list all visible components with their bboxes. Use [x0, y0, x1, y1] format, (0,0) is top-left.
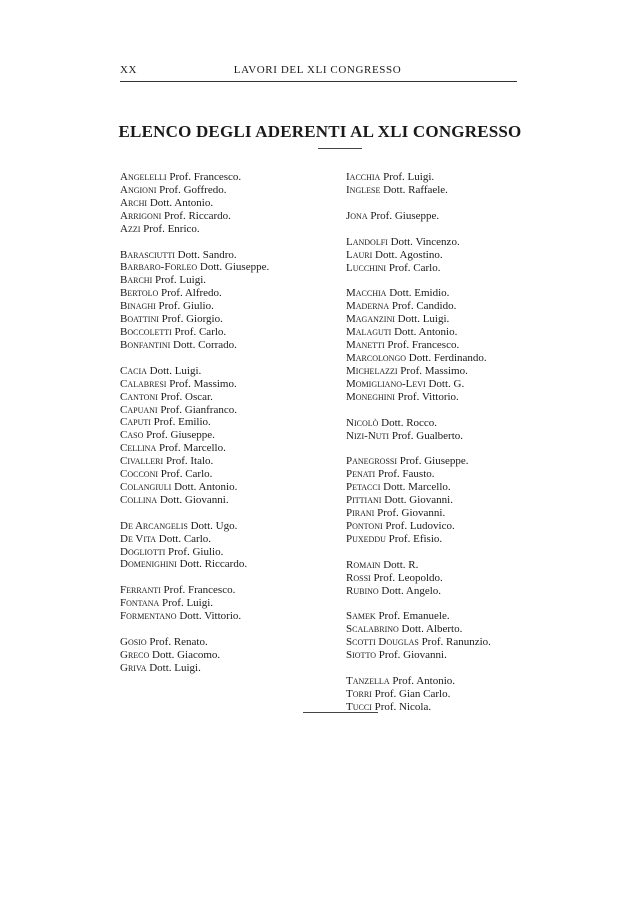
member-surname: Cellina: [120, 442, 157, 455]
member-entry: [120, 326, 330, 339]
member-title-name: Prof. Francesco.: [169, 171, 242, 183]
member-surname: Azzi: [120, 222, 141, 235]
member-entry: [120, 416, 330, 429]
member-title-name: Prof. Francesco.: [163, 584, 236, 597]
member-surname: Calabresi: [120, 377, 167, 390]
member-surname: Dogliotti: [120, 545, 166, 558]
member-title-name: Prof. Carlo.: [174, 325, 227, 338]
member-surname: Greco: [120, 649, 150, 661]
member-title-name: Dott. Ugo.: [190, 519, 238, 532]
member-entry: [120, 546, 330, 559]
member-title-name: Dott. Angelo.: [381, 584, 442, 597]
member-title-name: Prof. Giovanni.: [378, 649, 447, 662]
member-surname: Iacchia: [346, 171, 381, 183]
member-title-name: Dott. Rocco.: [381, 416, 438, 429]
member-entry: [346, 533, 526, 546]
letter-group: [346, 236, 526, 275]
member-title-name: Prof. Alfredo.: [161, 287, 222, 300]
member-surname: Formentano: [120, 610, 177, 623]
member-surname: Boccoletti: [120, 325, 172, 338]
member-entry: [346, 391, 526, 404]
member-entry: [120, 520, 330, 533]
member-entry: [120, 378, 330, 391]
running-header: [120, 64, 515, 80]
member-title-name: Dott. Alberto.: [401, 623, 463, 636]
member-surname: De Arcangelis: [120, 519, 188, 532]
member-entry: [346, 249, 526, 262]
member-entry: [120, 455, 330, 468]
member-title-name: Prof. Giovanni.: [377, 507, 446, 520]
member-entry: [120, 558, 330, 571]
member-surname: Macchia: [346, 287, 387, 300]
member-entry: [120, 184, 330, 197]
member-title-name: Dott. G.: [428, 377, 465, 390]
member-surname: Pirani: [346, 507, 375, 520]
member-surname: Griva: [120, 661, 147, 674]
member-title-name: Prof. Luigi.: [154, 274, 207, 287]
member-title-name: Prof. Efisio.: [388, 532, 443, 545]
member-entry: [346, 649, 526, 662]
member-entry: [120, 274, 330, 287]
member-surname: Romain: [346, 558, 381, 571]
member-entry: [120, 404, 330, 417]
member-entry: [120, 662, 330, 675]
member-surname: Civalleri: [120, 455, 164, 468]
title-rule: [318, 148, 362, 149]
member-entry: [346, 610, 526, 623]
member-surname: Lauri: [346, 248, 373, 261]
member-entry: [346, 494, 526, 507]
member-surname: Panegrossi: [346, 455, 398, 468]
running-title: LAVORI DEL XLI CONGRESSO: [233, 64, 402, 76]
member-title-name: Dott. Luigi.: [397, 313, 450, 326]
member-title-name: Prof. Gian Carlo.: [374, 688, 451, 700]
letter-group: [120, 584, 330, 623]
member-entry: [346, 559, 526, 572]
member-entry: [346, 210, 526, 223]
page-number: XX: [120, 64, 138, 76]
member-title-name: Dott. Carlo.: [158, 532, 212, 545]
member-title-name: Dott. Antonio.: [174, 480, 238, 493]
member-entry: [346, 262, 526, 275]
member-surname: Angioni: [120, 183, 157, 196]
member-entry: [120, 391, 330, 404]
member-entry: [346, 171, 526, 184]
member-surname: Caputi: [120, 416, 151, 429]
member-title-name: Prof. Leopoldo.: [373, 571, 443, 584]
letter-group: [346, 455, 526, 545]
member-surname: Malaguti: [346, 326, 392, 339]
header-rule: [120, 81, 517, 82]
member-title-name: Dott. Marcello.: [383, 481, 451, 494]
member-surname: Maganzini: [346, 313, 395, 326]
member-surname: Tucci: [346, 700, 372, 713]
member-surname: Manetti: [346, 339, 385, 352]
member-surname: Petacci: [346, 481, 381, 494]
letter-group: [346, 210, 526, 223]
member-title-name: Dott. Luigi.: [149, 364, 202, 377]
member-title-name: Dott. Agostino.: [375, 248, 443, 261]
member-surname: Caso: [120, 429, 144, 442]
member-surname: Pontoni: [346, 519, 383, 532]
member-surname: Archi: [120, 196, 148, 209]
member-title-name: Prof. Ludovico.: [385, 519, 455, 532]
member-column-left: [120, 171, 330, 688]
member-title-name: Prof. Riccardo.: [164, 209, 231, 222]
member-entry: [120, 481, 330, 494]
member-title-name: Prof. Giulio.: [168, 545, 224, 558]
member-surname: Barchi: [120, 274, 153, 287]
member-surname: Tanzella: [346, 675, 390, 688]
member-surname: Collina: [120, 493, 158, 506]
member-surname: Ferranti: [120, 584, 161, 597]
member-title-name: Prof. Massimo.: [169, 377, 237, 390]
member-entry: [346, 417, 526, 430]
member-entry: [346, 430, 526, 443]
member-surname: Boattini: [120, 313, 159, 326]
member-entry: [120, 429, 330, 442]
letter-group: [346, 171, 526, 197]
member-title-name: Dott. Giacomo.: [152, 649, 221, 661]
member-title-name: Dott. R.: [383, 558, 419, 571]
member-surname: Bonfantini: [120, 338, 171, 351]
member-surname: Gosio: [120, 636, 147, 649]
member-surname: Michelazzi: [346, 364, 398, 377]
member-entry: [120, 223, 330, 236]
member-surname: Moneghini: [346, 390, 395, 403]
member-title-name: Prof. Carlo.: [160, 468, 213, 481]
member-surname: Pittiani: [346, 494, 382, 507]
member-surname: Cacia: [120, 364, 147, 377]
member-surname: Binaghi: [120, 300, 156, 313]
member-entry: [346, 378, 526, 391]
member-title-name: Dott. Giovanni.: [159, 493, 229, 506]
member-entry: [120, 197, 330, 210]
member-surname: Bertolo: [120, 287, 159, 300]
page-title: ELENCO DEGLI ADERENTI AL XLI CONGRESSO: [118, 122, 522, 141]
member-entry: [346, 184, 526, 197]
member-title-name: Prof. Emanuele.: [378, 610, 450, 623]
member-entry: [120, 300, 330, 313]
member-surname: Capuani: [120, 403, 158, 416]
member-title-name: Dott. Antonio.: [394, 326, 458, 339]
letter-group: [120, 365, 330, 507]
member-surname: Inglese: [346, 183, 381, 196]
member-title-name: Dott. Vincenzo.: [390, 235, 460, 248]
member-title-name: Prof. Gianfranco.: [160, 403, 237, 416]
member-entry: [120, 649, 330, 662]
member-title-name: Prof. Giulio.: [158, 300, 214, 313]
member-entry: [120, 339, 330, 352]
member-entry: [346, 507, 526, 520]
letter-group: [346, 559, 526, 598]
member-surname: Nicolò: [346, 416, 379, 429]
member-title-name: Prof. Candido.: [391, 300, 457, 313]
member-entry: [120, 249, 330, 262]
member-entry: [120, 494, 330, 507]
letter-group: [120, 636, 330, 675]
member-entry: [346, 300, 526, 313]
member-title-name: Dott. Sandro.: [177, 248, 237, 261]
member-surname: Landolfi: [346, 235, 388, 248]
member-surname: Momigliano-Levi: [346, 377, 426, 390]
member-entry: [346, 468, 526, 481]
member-title-name: Prof. Francesco.: [387, 339, 460, 352]
member-surname: Cantoni: [120, 390, 158, 403]
member-title-name: Prof. Emilio.: [153, 416, 211, 429]
member-surname: Nizi-Nuti: [346, 429, 390, 442]
member-entry: [346, 623, 526, 636]
member-entry: [346, 572, 526, 585]
member-title-name: Prof. Goffredo.: [159, 183, 227, 196]
member-surname: Scalabrino: [346, 623, 399, 636]
member-title-name: Prof. Marcello.: [158, 442, 226, 455]
member-entry: [120, 584, 330, 597]
member-title-name: Prof. Renato.: [149, 636, 208, 649]
member-surname: Barbaro-Forleo: [120, 261, 198, 274]
member-entry: [120, 442, 330, 455]
member-entry: [120, 287, 330, 300]
member-entry: [120, 533, 330, 546]
member-entry: [120, 313, 330, 326]
member-surname: Puxeddu: [346, 532, 386, 545]
member-title-name: Prof. Italo.: [165, 455, 214, 468]
letter-group: [346, 287, 526, 403]
letter-group: [346, 675, 526, 714]
member-surname: Torri: [346, 688, 372, 700]
member-surname: Colangiuli: [120, 480, 172, 493]
closing-rule: [303, 712, 378, 713]
member-entry: [346, 675, 526, 688]
member-surname: Jona: [346, 209, 368, 222]
member-title-name: Prof. Nicola.: [374, 700, 432, 713]
member-surname: Scotti Douglas: [346, 636, 419, 649]
member-entry: [346, 481, 526, 494]
member-title-name: Dott. Luigi.: [149, 661, 201, 674]
letter-group: [120, 171, 330, 236]
member-surname: Barasciutti: [120, 248, 175, 261]
member-title-name: Prof. Fausto.: [377, 468, 435, 481]
member-surname: Fontana: [120, 597, 160, 610]
member-surname: Siotto: [346, 649, 376, 662]
member-entry: [346, 339, 526, 352]
member-entry: [120, 210, 330, 223]
member-title-name: Prof. Giuseppe.: [399, 455, 469, 468]
member-title-name: Prof. Giorgio.: [161, 313, 223, 326]
member-entry: [120, 468, 330, 481]
member-title-name: Dott. Raffaele.: [383, 183, 448, 196]
member-title-name: Dott. Antonio.: [149, 196, 214, 209]
member-entry: [346, 365, 526, 378]
member-entry: [346, 287, 526, 300]
member-title-name: Dott. Riccardo.: [179, 558, 248, 571]
member-entry: [346, 326, 526, 339]
member-surname: Rossi: [346, 571, 371, 584]
member-title-name: Dott. Ferdinando.: [408, 351, 487, 364]
member-title-name: Dott. Emidio.: [389, 287, 450, 300]
member-surname: Angelelli: [120, 171, 167, 183]
member-entry: [120, 636, 330, 649]
member-surname: Cocconi: [120, 468, 159, 481]
member-surname: Penati: [346, 468, 376, 481]
member-title-name: Prof. Vittorio.: [397, 390, 459, 403]
member-surname: Samek: [346, 610, 376, 623]
member-entry: [346, 585, 526, 598]
member-title-name: Prof. Luigi.: [383, 171, 435, 183]
member-surname: De Vita: [120, 532, 157, 545]
letter-group: [346, 610, 526, 662]
member-entry: [346, 636, 526, 649]
letter-group: [120, 249, 330, 352]
member-title-name: Prof. Enrico.: [143, 222, 200, 235]
member-surname: Domenighini: [120, 558, 177, 571]
member-entry: [120, 365, 330, 378]
member-entry: [346, 236, 526, 249]
member-title-name: Prof. Gualberto.: [391, 429, 464, 442]
member-surname: Lucchini: [346, 261, 387, 274]
member-title-name: Prof. Giuseppe.: [146, 429, 215, 442]
member-entry: [346, 520, 526, 533]
member-entry: [120, 610, 330, 623]
member-title-name: Prof. Giuseppe.: [370, 209, 440, 222]
member-surname: Rubino: [346, 584, 379, 597]
member-title-name: Dott. Giovanni.: [384, 494, 453, 507]
member-title-name: Prof. Massimo.: [400, 364, 468, 377]
member-entry: [120, 171, 330, 184]
member-entry: [346, 455, 526, 468]
member-title-name: Prof. Ranunzio.: [421, 636, 491, 649]
member-title-name: Prof. Oscar.: [160, 390, 213, 403]
member-title-name: Dott. Corrado.: [173, 338, 237, 351]
member-title-name: Dott. Giuseppe.: [199, 261, 270, 274]
member-entry: [346, 352, 526, 365]
member-surname: Maderna: [346, 300, 390, 313]
member-entry: [346, 688, 526, 701]
member-entry: [120, 597, 330, 610]
member-entry: [346, 313, 526, 326]
member-column-right: [346, 171, 526, 727]
member-title-name: Prof. Luigi.: [162, 597, 214, 610]
member-title-name: Prof. Carlo.: [388, 261, 441, 274]
member-title-name: Dott. Vittorio.: [179, 610, 242, 623]
member-surname: Marcolongo: [346, 351, 407, 364]
member-entry: [120, 261, 330, 274]
member-surname: Arrigoni: [120, 209, 162, 222]
member-title-name: Prof. Antonio.: [392, 675, 456, 688]
letter-group: [346, 417, 526, 443]
letter-group: [120, 520, 330, 572]
